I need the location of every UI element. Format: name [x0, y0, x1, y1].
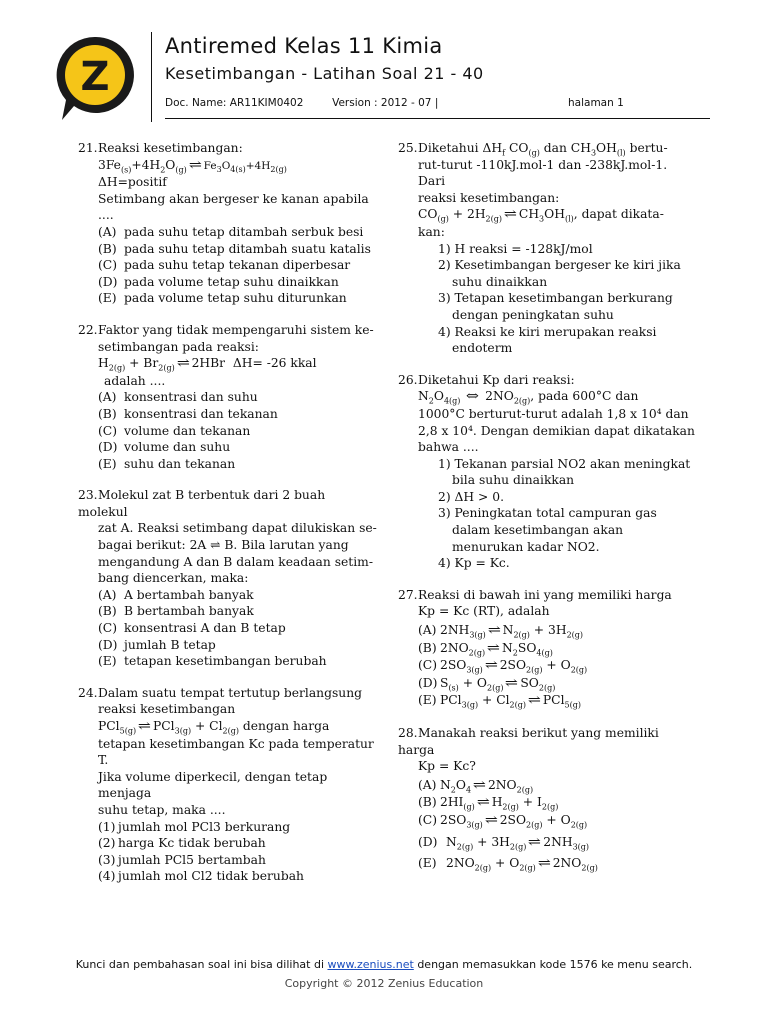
- question-28: 28.Manakah reaksi berikut yang memiliki harga Kp = Kc? (A) $N_2O_4$ ⇌ $2NO_{2(g)}$ (B) $2HI_{(g)}$ ⇌ $H_{2(g)} + I_{2(g)}$ (C) $2SO_{3(g)}$ ⇌ $2SO_{2(g)} + O_{2(g)}$ (D) $N_{2(g)} + 3H_{2(g)}$ ⇌ $2NH_{3(g)}$ (E) $2NO_{2(g)} + O_{2(g)}$ ⇌ $2NO_{2(g)}$: [398, 726, 659, 873]
- page-number: halaman 1: [568, 97, 624, 109]
- question-23: 23.Molekul zat B terbentuk dari 2 buah molekul zat A. Reaksi setimbang dapat dilukiskan se- bagai berikut: 2A ⇌ B. Bila larutan yang mengandung A dan B dalam keadaan setim- bang diencerkan, maka: (A) A bertambah banyak (B) B bertambah banyak (C) konsentrasi A dan B tetap (D) jumlah B tetap (E) tetapan kesetimbangan berubah: [78, 488, 377, 669]
- doc-version: Version : 2012 - 07 |: [332, 97, 439, 109]
- doc-name: Doc. Name: AR11KIM0402: [165, 97, 304, 109]
- equation: $N_2O_{4(g)}$ ⇔ $2NO_{2(g)}$, pada 600°C dan: [418, 389, 639, 406]
- equation: $3Fe_{(s)}+4H_2O_{(g)}$ ⇌ $Fe_3O_{4(s)}+4H_{2(g)}$: [98, 157, 287, 175]
- question-21: 21.Reaksi kesetimbangan: $3Fe_{(s)}+4H_2O_{(g)}$ ⇌ $Fe_3O_{4(s)}+4H_{2(g)}$ ΔH=positif Setimbang akan bergeser ke kanan apabila .... (A) pada suhu tetap ditambah serbuk besi (B) pada suhu tetap ditambah suatu katalis (C) pada suhu tetap tekanan diperbesar (D) pada volume tetap suhu dinaikkan (E) pada volume tetap suhu diturunkan: [78, 140, 378, 307]
- header-divider: [151, 32, 152, 122]
- copyright: Copyright © 2012 Zenius Education: [284, 977, 484, 990]
- header-rule: [165, 118, 710, 119]
- zenius-logo: [54, 34, 136, 124]
- footer-note: Kunci dan pembahasan soal ini bisa dilihat di www.zenius.net dengan memasukkan kode 1576 ke menu search.: [75, 958, 693, 971]
- equation: $H_{2(g)} + Br_{2(g)}$ ⇌ 2HBr ΔH= -26 kkal: [98, 356, 317, 373]
- question-25: 25.Diketahui $\Delta H_f$ $CO_{(g)}$ dan $CH_3OH_{(l)}$ bertu- rut-turut -110kJ.mol-1 dan -238kJ.mol-1. Dari reaksi kesetimbangan: $CO_{(g)} + 2H_{2(g)}$ ⇌ $CH_3OH_{(l)}$, dapat dikata- kan: 1) H reaksi = -128kJ/mol 2) Kesetimbangan bergeser ke kiri jika suhu dinaikkan 3) Tetapan kesetimbangan berkurang dengan peningkatan suhu 4) Reaksi ke kiri merupakan reaksi endoterm: [398, 140, 698, 357]
- equation: PCl$_{5(g)}$ ⇌ $PCl_{3(g)} + Cl_{2(g)}$ dengan harga: [98, 719, 330, 736]
- left-column: [78, 140, 378, 900]
- right-column: [398, 140, 698, 888]
- doc-subtitle: Kesetimbangan - Latihan Soal 21 - 40: [165, 64, 484, 83]
- question-27: 27.Reaksi di bawah ini yang memiliki harga Kp = Kc (RT), adalah (A) $2NH_{3(g)}$ ⇌ $N_{2(g)} + 3H_{2(g)}$ (B) $2NO_{2(g)}$ ⇌ $N_2SO_{4(g)}$ (C) $2SO_{3(g)}$ ⇌ $2SO_{2(g)} + O_{2(g)}$ (D) $S_{(s)} + O_{2(g)}$ ⇌ $SO_{2(g)}$ (E) $PCl_{3(g)} + Cl_{2(g)}$ ⇌ PCl$_{5(g)}$: [398, 587, 672, 710]
- question-26: 26.Diketahui Kp dari reaksi: $N_2O_{4(g)}$ ⇔ $2NO_{2(g)}$, pada 600°C dan 1000°C berturut-turut adalah 1,8 x 10⁴ dan 2,8 x 10⁴. Dengan demikian dapat dikatakan bahwa .... 1) Tekanan parsial NO2 akan meningkat bila suhu dinaikkan 2) ΔH > 0. 3) Peningkatan total campuran gas dalam kesetimbangan akan menurukan kadar NO2. 4) Kp = Kc.: [398, 372, 698, 572]
- doc-title: Antiremed Kelas 11 Kimia: [165, 34, 443, 58]
- doc-meta: [165, 97, 438, 109]
- svg-text:Z: Z: [80, 54, 110, 100]
- equation: $CO_{(g)} + 2H_{2(g)}$ ⇌ $CH_3OH_{(l)}$, dapat dikata-: [418, 207, 664, 224]
- question-24: 24.Dalam suatu tempat tertutup berlangsung reaksi kesetimbangan PCl$_{5(g)}$ ⇌ $PCl_{3(g)} + Cl_{2(g)}$ dengan harga tetapan kesetimbangan Kc pada temperatur T. Jika volume diperkecil, dengan tetap menjaga suhu tetap, maka .... (1) jumlah mol PCl3 berkurang (2) harga Kc tidak berubah (3) jumlah PCl5 bertambah (4) jumlah mol Cl2 tidak berubah: [78, 685, 378, 885]
- zenius-link[interactable]: www.zenius.net: [327, 958, 414, 971]
- question-22: 22.Faktor yang tidak mempengaruhi sistem ke- setimbangan pada reaksi: $H_{2(g)} + Br_{2(g)}$ ⇌ 2HBr ΔH= -26 kkal adalah .... (A) konsentrasi dan suhu (B) konsentrasi dan tekanan (C) volume dan tekanan (D) volume dan suhu (E) suhu dan tekanan: [78, 322, 378, 472]
